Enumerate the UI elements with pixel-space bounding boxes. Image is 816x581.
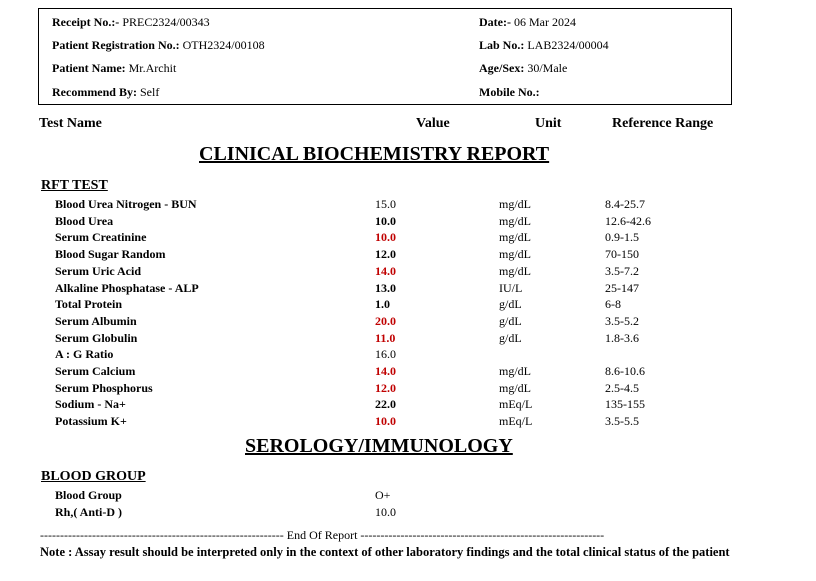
test-name: Blood Sugar Random	[55, 247, 166, 262]
test-name: Blood Group	[55, 488, 122, 502]
test-unit: mg/dL	[499, 263, 531, 278]
test-unit: g/dL	[499, 313, 522, 328]
column-value: Value	[416, 116, 450, 131]
test-reference-range: 12.6-42.6	[605, 213, 651, 228]
lab-number	[479, 38, 609, 53]
test-value: 14.0	[375, 263, 396, 278]
test-unit: mg/dL	[499, 247, 531, 262]
test-reference-range: 135-155	[605, 397, 645, 412]
table-row	[0, 214, 816, 230]
table-row	[0, 347, 816, 363]
test-name: A : G Ratio	[55, 347, 114, 362]
test-value: 10.0	[375, 414, 396, 429]
test-name: Serum Albumin	[55, 313, 137, 328]
test-value: O+	[375, 488, 391, 502]
test-name: Serum Calcium	[55, 364, 136, 378]
test-name: Rh,( Anti-D )	[55, 505, 123, 519]
test-name: Sodium - Na+	[55, 397, 126, 412]
table-row	[0, 331, 816, 347]
test-value: 10.0	[375, 230, 396, 245]
report-title: CLINICAL BIOCHEMISTRY REPORT	[199, 143, 550, 165]
report-date	[479, 15, 576, 30]
test-value: 13.0	[375, 280, 396, 295]
blood-group-section-title: BLOOD GROUP	[41, 469, 146, 484]
test-name: Alkaline Phosphatase - ALP	[55, 280, 199, 295]
test-value: 1.0	[375, 297, 390, 312]
test-reference-range: 2.5-4.5	[605, 380, 639, 395]
patient-name-label: Patient Name:	[52, 61, 126, 75]
test-name: Serum Phosphorus	[55, 380, 153, 395]
test-reference-range: 8.6-10.6	[605, 364, 645, 378]
test-reference-range: 1.8-3.6	[605, 330, 639, 345]
receipt-label: Receipt No.:-	[52, 15, 120, 29]
registration-label: Patient Registration No.:	[52, 38, 180, 52]
table-row	[0, 264, 816, 280]
recommended-by-label: Recommend By:	[52, 85, 137, 99]
test-value: 12.0	[375, 247, 396, 262]
test-unit: g/dL	[499, 330, 522, 345]
date-value: 06 Mar 2024	[513, 15, 576, 29]
serology-title: SEROLOGY/IMMUNOLOGY	[245, 435, 513, 457]
test-name: Blood Urea	[55, 213, 114, 228]
table-row	[0, 381, 816, 397]
receipt-number	[52, 15, 210, 30]
age-sex	[479, 61, 567, 76]
test-name: Serum Creatinine	[55, 230, 147, 245]
test-unit: mEq/L	[499, 397, 533, 412]
test-name: Potassium K+	[55, 414, 127, 429]
age-sex-label: Age/Sex:	[479, 61, 525, 75]
receipt-value: PREC2324/00343	[122, 15, 210, 29]
patient-name-value: Mr.Archit	[128, 61, 177, 75]
test-unit: mg/dL	[499, 380, 531, 395]
table-row	[0, 505, 816, 521]
test-value: 20.0	[375, 313, 396, 328]
test-unit: mg/dL	[499, 213, 531, 228]
test-reference-range: 70-150	[605, 247, 639, 262]
table-row	[0, 397, 816, 413]
end-of-report-line: ------------------------------------------------------------- End Of Report -------------------------------------------------------------	[40, 528, 605, 542]
table-row	[0, 364, 816, 380]
recommended-by-value: Self	[139, 85, 160, 99]
lab-label: Lab No.:	[479, 38, 525, 52]
test-unit: mg/dL	[499, 197, 531, 211]
patient-name	[52, 61, 176, 76]
test-value: 16.0	[375, 347, 396, 362]
column-unit: Unit	[535, 116, 562, 131]
test-unit: mg/dL	[499, 230, 531, 245]
test-value: 10.0	[375, 213, 396, 228]
test-value: 15.0	[375, 197, 396, 211]
test-value: 10.0	[375, 505, 396, 519]
mobile-label: Mobile No.:	[479, 85, 540, 99]
lab-value: LAB2324/00004	[527, 38, 609, 52]
test-value: 12.0	[375, 380, 396, 395]
table-row	[0, 230, 816, 246]
test-reference-range: 25-147	[605, 280, 639, 295]
rft-section-title: RFT TEST	[41, 178, 108, 193]
test-reference-range: 3.5-5.2	[605, 313, 639, 328]
age-sex-value: 30/Male	[527, 61, 568, 75]
test-value: 14.0	[375, 364, 396, 378]
test-name: Serum Uric Acid	[55, 263, 141, 278]
table-row	[0, 247, 816, 263]
test-reference-range: 8.4-25.7	[605, 197, 645, 211]
table-row	[0, 414, 816, 430]
test-unit: mg/dL	[499, 364, 531, 378]
test-reference-range: 3.5-5.5	[605, 414, 639, 429]
mobile-number	[479, 85, 540, 100]
test-name: Total Protein	[55, 297, 123, 312]
test-name: Serum Globulin	[55, 330, 138, 345]
test-value: 11.0	[375, 330, 396, 345]
table-row	[0, 281, 816, 297]
registration-value: OTH2324/00108	[182, 38, 265, 52]
test-value: 22.0	[375, 397, 396, 412]
test-name: Blood Urea Nitrogen - BUN	[55, 197, 197, 211]
test-reference-range: 0.9-1.5	[605, 230, 639, 245]
recommended-by	[52, 85, 159, 100]
column-test-name: Test Name	[39, 116, 102, 131]
date-label: Date:-	[479, 15, 511, 29]
report-note: Note : Assay result should be interpreted only in the context of other laboratory findings and the total clinical status of the patient	[40, 545, 730, 559]
table-row	[0, 488, 816, 504]
test-unit: g/dL	[499, 297, 522, 312]
test-unit: IU/L	[499, 280, 523, 295]
test-unit: mEq/L	[499, 414, 533, 429]
table-row	[0, 197, 816, 213]
table-row	[0, 314, 816, 330]
test-reference-range: 6-8	[605, 297, 621, 312]
test-reference-range: 3.5-7.2	[605, 263, 639, 278]
table-row	[0, 297, 816, 313]
patient-registration	[52, 38, 265, 53]
column-reference-range: Reference Range	[612, 116, 714, 131]
